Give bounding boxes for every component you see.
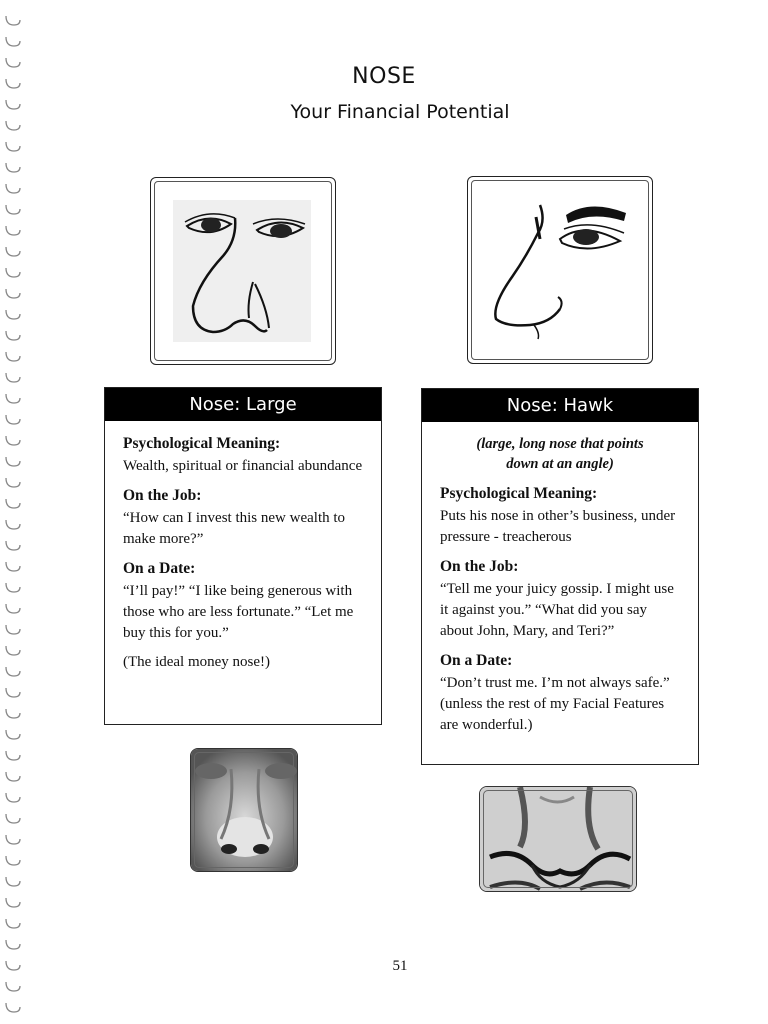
spiral-coil <box>6 37 20 46</box>
large-nose-drawing-icon <box>151 178 337 366</box>
spiral-coil <box>6 898 20 907</box>
hawk-nose-photo-icon <box>480 787 637 892</box>
job-text: “How can I invest this new wealth to make more?” <box>123 510 346 547</box>
nose-hawk-card <box>421 388 699 765</box>
spiral-coil <box>6 625 20 634</box>
spiral-coil <box>6 352 20 361</box>
nose-large-card <box>104 387 382 725</box>
hawk-nose-drawing-icon <box>468 177 654 365</box>
spiral-coil <box>6 226 20 235</box>
spiral-coil <box>6 982 20 991</box>
spiral-coil <box>6 772 20 781</box>
page-subtitle: Your Financial Potential <box>290 101 510 123</box>
spiral-coil <box>6 1003 20 1012</box>
spiral-coil <box>6 541 20 550</box>
spiral-coil <box>6 877 20 886</box>
page-number: 51 <box>392 958 408 974</box>
spiral-coil <box>6 856 20 865</box>
spiral-coil <box>6 478 20 487</box>
date-text: “I’ll pay!” “I like being generous with those who are less fortunate.” “Let me buy this for you.” <box>123 583 354 641</box>
date-heading: On a Date: <box>440 652 513 669</box>
spiral-coil <box>6 163 20 172</box>
psych-text: Wealth, spiritual or financial abundance <box>123 458 363 474</box>
spiral-coil <box>6 814 20 823</box>
large-nose-photo-icon <box>191 749 298 872</box>
spiral-coil <box>6 793 20 802</box>
spiral-coil <box>6 940 20 949</box>
psych-text: Puts his nose in other’s business, under pressure - treacherous <box>440 508 676 545</box>
page-title: NOSE <box>352 64 416 89</box>
spiral-coil <box>6 751 20 760</box>
extra-note: (The ideal money nose!) <box>123 654 271 670</box>
spiral-coil <box>6 499 20 508</box>
spiral-coil <box>6 919 20 928</box>
job-heading: On the Job: <box>123 487 202 504</box>
job-text: “Tell me your juicy gossip. I might use it against you.” “What did you say about John, Mary, and Teri?” <box>440 581 674 639</box>
spiral-coil <box>6 667 20 676</box>
spiral-coil <box>6 835 20 844</box>
spiral-coil <box>6 331 20 340</box>
large-nose-photo <box>190 748 298 872</box>
card-heading: Nose: Hawk <box>422 389 698 422</box>
date-text: “Don’t trust me. I’m not always safe.” (unless the rest of my Facial Features are wonderful.) <box>440 675 670 733</box>
spiral-coil <box>6 520 20 529</box>
spiral-coil <box>6 373 20 382</box>
date-heading: On a Date: <box>123 560 196 577</box>
job-heading: On the Job: <box>440 558 519 575</box>
spiral-coil <box>6 310 20 319</box>
psych-heading: Psychological Meaning: <box>440 485 598 502</box>
spiral-coil <box>6 583 20 592</box>
spiral-coil <box>6 394 20 403</box>
hawk-nose-photo <box>479 786 637 892</box>
spiral-coil <box>6 688 20 697</box>
spiral-coil <box>6 604 20 613</box>
spiral-coil <box>6 709 20 718</box>
spiral-coil <box>6 457 20 466</box>
hawk-nose-sketch <box>467 176 653 364</box>
spiral-coil <box>6 961 20 970</box>
spiral-coil <box>6 142 20 151</box>
spiral-coil <box>6 268 20 277</box>
large-nose-sketch <box>150 177 336 365</box>
spiral-coil <box>6 562 20 571</box>
spiral-coil <box>6 436 20 445</box>
spiral-coil <box>6 205 20 214</box>
psych-heading: Psychological Meaning: <box>123 435 281 452</box>
spiral-binding <box>2 8 24 1018</box>
spiral-coil <box>6 16 20 25</box>
spiral-coil <box>6 646 20 655</box>
spiral-coil <box>6 184 20 193</box>
card-heading: Nose: Large <box>105 388 381 421</box>
spiral-coil <box>6 730 20 739</box>
spiral-coil <box>6 289 20 298</box>
hawk-description: (large, long nose that points down at an angle) <box>476 436 644 472</box>
spiral-coil <box>6 247 20 256</box>
spiral-coil <box>6 415 20 424</box>
